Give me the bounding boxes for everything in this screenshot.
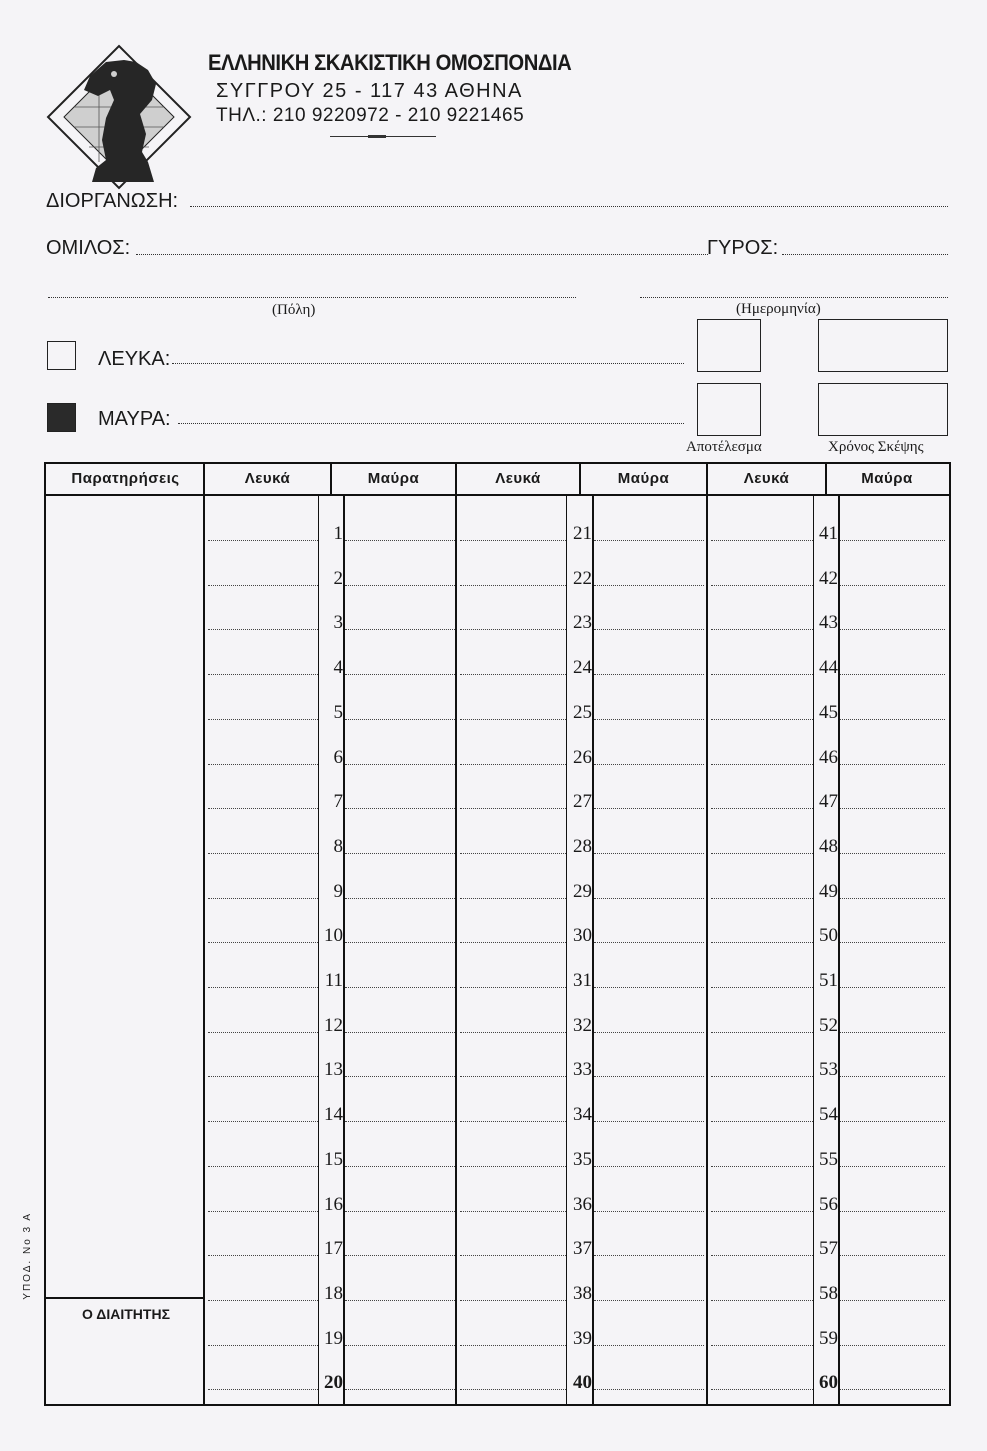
black-move-field[interactable] xyxy=(594,674,704,675)
black-player-field[interactable] xyxy=(178,423,684,424)
white-move-field[interactable] xyxy=(711,987,813,988)
move-number: 13 xyxy=(324,1059,343,1081)
move-number: 54 xyxy=(819,1104,838,1126)
move-number: 50 xyxy=(819,925,838,947)
move-number: 17 xyxy=(324,1238,343,1260)
black-move-field[interactable] xyxy=(594,540,704,541)
black-move-field[interactable] xyxy=(594,1300,704,1301)
move-number: 47 xyxy=(819,791,838,813)
black-move-field[interactable] xyxy=(840,853,945,854)
white-move-field[interactable] xyxy=(460,1255,566,1256)
black-move-field[interactable] xyxy=(345,1211,455,1212)
black-label: ΜΑΥΡΑ: xyxy=(98,408,171,430)
black-header-1: Μαύρα xyxy=(367,470,420,487)
white-move-field[interactable] xyxy=(460,987,566,988)
black-move-field[interactable] xyxy=(840,1345,945,1346)
black-move-field[interactable] xyxy=(594,719,704,720)
white-move-field[interactable] xyxy=(711,898,813,899)
black-move-field[interactable] xyxy=(345,1300,455,1301)
black-move-field[interactable] xyxy=(594,1389,704,1390)
city-caption: (Πόλη) xyxy=(272,302,316,318)
white-move-field[interactable] xyxy=(460,1345,566,1346)
black-move-field[interactable] xyxy=(345,1389,455,1390)
white-move-field[interactable] xyxy=(208,1032,318,1033)
move-number: 10 xyxy=(324,925,343,947)
move-number: 55 xyxy=(819,1148,838,1170)
black-move-field[interactable] xyxy=(594,1076,704,1077)
white-move-field[interactable] xyxy=(208,1389,318,1390)
white-move-field[interactable] xyxy=(711,1166,813,1167)
white-move-field[interactable] xyxy=(460,942,566,943)
move-number: 27 xyxy=(573,791,592,813)
referee-label: Ο ΔΙΑΙΤΗΤΗΣ xyxy=(82,1306,170,1322)
num-col1-right xyxy=(343,494,345,1406)
white-move-field[interactable] xyxy=(460,853,566,854)
white-header-1: Λευκά xyxy=(244,470,291,487)
remarks-header: Παρατηρήσεις xyxy=(71,470,180,487)
black-move-field[interactable] xyxy=(345,764,455,765)
organization-phone: ΤΗΛ.: 210 9220972 - 210 9221465 xyxy=(216,105,525,126)
white-move-field[interactable] xyxy=(208,764,318,765)
move-number: 9 xyxy=(333,880,343,902)
white-move-field[interactable] xyxy=(208,1166,318,1167)
white-time-box[interactable] xyxy=(818,319,948,372)
white-move-field[interactable] xyxy=(711,942,813,943)
black-move-field[interactable] xyxy=(345,1032,455,1033)
white-move-field[interactable] xyxy=(460,1076,566,1077)
move-number: 57 xyxy=(819,1238,838,1260)
black-move-field[interactable] xyxy=(594,1255,704,1256)
black-move-field[interactable] xyxy=(840,1121,945,1122)
black-move-field[interactable] xyxy=(345,1166,455,1167)
black-move-field[interactable] xyxy=(840,1255,945,1256)
black-move-field[interactable] xyxy=(594,1345,704,1346)
black-move-field[interactable] xyxy=(840,764,945,765)
section-separator-1 xyxy=(455,462,457,1406)
white-move-field[interactable] xyxy=(460,1121,566,1122)
chess-knight-logo xyxy=(44,42,194,192)
white-move-field[interactable] xyxy=(460,1032,566,1033)
black-move-field[interactable] xyxy=(840,1300,945,1301)
white-move-field[interactable] xyxy=(208,1211,318,1212)
black-move-field[interactable] xyxy=(840,719,945,720)
move-number: 56 xyxy=(819,1193,838,1215)
white-move-field[interactable] xyxy=(208,1255,318,1256)
black-move-field[interactable] xyxy=(345,898,455,899)
black-move-field[interactable] xyxy=(840,674,945,675)
white-move-field[interactable] xyxy=(208,808,318,809)
white-header-3: Λευκά xyxy=(743,470,790,487)
black-move-field[interactable] xyxy=(345,853,455,854)
black-move-field[interactable] xyxy=(345,719,455,720)
black-result-box[interactable] xyxy=(697,383,761,436)
white-move-field[interactable] xyxy=(460,629,566,630)
black-move-field[interactable] xyxy=(840,1211,945,1212)
black-move-field[interactable] xyxy=(594,1121,704,1122)
organization-name: ΕΛΛΗΝΙΚΗ ΣΚΑΚΙΣΤΙΚΗ ΟΜΟΣΠΟΝΔΙΑ xyxy=(208,50,572,75)
move-number: 21 xyxy=(573,523,592,544)
black-checkbox[interactable] xyxy=(47,403,76,432)
white-move-field[interactable] xyxy=(460,1166,566,1167)
black-move-field[interactable] xyxy=(594,1211,704,1212)
referee-divider xyxy=(44,1297,205,1299)
white-move-field[interactable] xyxy=(208,674,318,675)
round-field[interactable] xyxy=(782,254,948,255)
move-number: 49 xyxy=(819,880,838,902)
black-move-field[interactable] xyxy=(594,1032,704,1033)
black-move-field[interactable] xyxy=(840,1166,945,1167)
move-number: 59 xyxy=(819,1327,838,1349)
black-move-field[interactable] xyxy=(840,1076,945,1077)
white-move-field[interactable] xyxy=(208,853,318,854)
black-move-field[interactable] xyxy=(594,853,704,854)
white-move-field[interactable] xyxy=(460,674,566,675)
white-move-field[interactable] xyxy=(711,674,813,675)
white-move-field[interactable] xyxy=(208,540,318,541)
white-move-field[interactable] xyxy=(460,540,566,541)
move-number: 32 xyxy=(573,1014,592,1036)
header-divider-mark xyxy=(368,135,386,138)
move-number: 20 xyxy=(324,1372,343,1394)
black-move-field[interactable] xyxy=(345,585,455,586)
black-time-box[interactable] xyxy=(818,383,948,436)
white-move-field[interactable] xyxy=(711,1345,813,1346)
move-number: 39 xyxy=(573,1327,592,1349)
black-move-field[interactable] xyxy=(840,585,945,586)
move-number: 51 xyxy=(819,970,838,991)
move-number: 60 xyxy=(819,1372,838,1394)
move-number: 11 xyxy=(324,970,343,991)
move-number: 38 xyxy=(573,1282,592,1304)
white-move-field[interactable] xyxy=(208,898,318,899)
white-move-field[interactable] xyxy=(711,1032,813,1033)
black-move-field[interactable] xyxy=(594,808,704,809)
white-move-field[interactable] xyxy=(460,1300,566,1301)
black-move-field[interactable] xyxy=(840,942,945,943)
move-number: 37 xyxy=(573,1238,592,1260)
remarks-separator xyxy=(203,462,205,1406)
organization-address: ΣΥΓΓΡΟΥ 25 - 117 43 ΑΘΗΝΑ xyxy=(216,80,523,102)
white-move-field[interactable] xyxy=(460,719,566,720)
move-number: 18 xyxy=(324,1282,343,1304)
move-number: 33 xyxy=(573,1059,592,1081)
white-move-field[interactable] xyxy=(711,764,813,765)
black-move-field[interactable] xyxy=(594,942,704,943)
black-move-field[interactable] xyxy=(594,898,704,899)
white-move-field[interactable] xyxy=(208,1076,318,1077)
move-number: 12 xyxy=(324,1014,343,1036)
date-field[interactable] xyxy=(640,297,948,298)
black-move-field[interactable] xyxy=(840,540,945,541)
white-move-field[interactable] xyxy=(460,764,566,765)
move-number: 1 xyxy=(333,523,343,544)
round-label: ΓΥΡΟΣ: xyxy=(707,237,779,259)
move-number: 7 xyxy=(333,791,343,813)
black-move-field[interactable] xyxy=(345,1255,455,1256)
black-move-field[interactable] xyxy=(345,629,455,630)
white-move-field[interactable] xyxy=(460,585,566,586)
section-separator-2 xyxy=(706,462,708,1406)
move-number: 16 xyxy=(324,1193,343,1215)
move-number: 28 xyxy=(573,835,592,857)
move-number: 30 xyxy=(573,925,592,947)
black-move-field[interactable] xyxy=(594,987,704,988)
black-move-field[interactable] xyxy=(345,540,455,541)
move-number: 42 xyxy=(819,567,838,589)
white-move-field[interactable] xyxy=(711,853,813,854)
white-move-field[interactable] xyxy=(208,942,318,943)
move-number: 2 xyxy=(333,567,343,589)
white-move-field[interactable] xyxy=(460,898,566,899)
white-player-field[interactable] xyxy=(172,363,684,364)
white-move-field[interactable] xyxy=(711,585,813,586)
white-move-field[interactable] xyxy=(711,1389,813,1390)
white-move-field[interactable] xyxy=(208,1121,318,1122)
move-number: 3 xyxy=(333,612,343,634)
city-field[interactable] xyxy=(48,297,576,298)
move-number: 15 xyxy=(324,1148,343,1170)
move-number: 53 xyxy=(819,1059,838,1081)
black-move-field[interactable] xyxy=(345,1076,455,1077)
white-header-2: Λευκά xyxy=(495,470,541,487)
organization-field[interactable] xyxy=(190,206,948,207)
white-move-field[interactable] xyxy=(208,719,318,720)
move-number: 26 xyxy=(573,746,592,768)
black-move-field[interactable] xyxy=(840,1389,945,1390)
move-number: 4 xyxy=(333,657,343,679)
black-move-field[interactable] xyxy=(345,942,455,943)
time-caption: Χρόνος Σκέψης xyxy=(828,439,924,455)
white-move-field[interactable] xyxy=(460,1389,566,1390)
move-number: 45 xyxy=(819,701,838,723)
white-move-field[interactable] xyxy=(460,1211,566,1212)
move-number: 22 xyxy=(573,567,592,589)
black-move-field[interactable] xyxy=(594,585,704,586)
black-move-field[interactable] xyxy=(594,764,704,765)
white-move-field[interactable] xyxy=(711,719,813,720)
move-number: 6 xyxy=(333,746,343,768)
form-code: ΥΠΟΔ. Νο 3 Α xyxy=(22,1212,33,1300)
header-divider-line xyxy=(44,494,951,496)
black-move-field[interactable] xyxy=(594,629,704,630)
move-number: 25 xyxy=(573,701,592,723)
black-move-field[interactable] xyxy=(840,898,945,899)
move-number: 41 xyxy=(819,523,838,544)
num-col3-right xyxy=(838,494,840,1406)
black-move-field[interactable] xyxy=(345,808,455,809)
move-number: 40 xyxy=(573,1372,592,1394)
white-label: ΛΕΥΚΑ: xyxy=(98,348,171,370)
white-move-field[interactable] xyxy=(711,1076,813,1077)
black-move-field[interactable] xyxy=(345,987,455,988)
white-move-field[interactable] xyxy=(711,629,813,630)
move-number: 5 xyxy=(333,701,343,723)
black-move-field[interactable] xyxy=(345,674,455,675)
move-number: 29 xyxy=(573,880,592,902)
black-header-3: Μαύρα xyxy=(861,470,913,487)
white-move-field[interactable] xyxy=(711,1300,813,1301)
white-move-field[interactable] xyxy=(208,629,318,630)
move-number: 35 xyxy=(573,1148,592,1170)
white-move-field[interactable] xyxy=(208,1300,318,1301)
move-number: 23 xyxy=(573,612,592,634)
group-field[interactable] xyxy=(136,254,708,255)
move-number: 44 xyxy=(819,657,838,679)
white-move-field[interactable] xyxy=(208,585,318,586)
white-move-field[interactable] xyxy=(208,1345,318,1346)
white-move-field[interactable] xyxy=(208,987,318,988)
result-caption: Αποτέλεσμα xyxy=(686,439,762,455)
move-number: 24 xyxy=(573,657,592,679)
move-number: 14 xyxy=(324,1104,343,1126)
move-number: 43 xyxy=(819,612,838,634)
black-move-field[interactable] xyxy=(840,987,945,988)
black-header-2: Μαύρα xyxy=(617,470,670,487)
num-col2-right xyxy=(592,494,594,1406)
black-move-field[interactable] xyxy=(345,1345,455,1346)
white-move-field[interactable] xyxy=(711,540,813,541)
black-move-field[interactable] xyxy=(840,629,945,630)
black-move-field[interactable] xyxy=(840,808,945,809)
move-number: 8 xyxy=(333,835,343,857)
move-number: 31 xyxy=(573,970,592,991)
move-number: 19 xyxy=(324,1327,343,1349)
date-caption: (Ημερομηνία) xyxy=(736,301,821,317)
black-move-field[interactable] xyxy=(840,1032,945,1033)
move-number: 48 xyxy=(819,835,838,857)
move-number: 58 xyxy=(819,1282,838,1304)
white-move-field[interactable] xyxy=(460,808,566,809)
white-move-field[interactable] xyxy=(711,1255,813,1256)
organization-label: ΔΙΟΡΓΑΝΩΣΗ: xyxy=(46,190,179,212)
black-move-field[interactable] xyxy=(594,1166,704,1167)
white-move-field[interactable] xyxy=(711,1121,813,1122)
white-move-field[interactable] xyxy=(711,808,813,809)
move-number: 36 xyxy=(573,1193,592,1215)
move-number: 52 xyxy=(819,1014,838,1036)
move-number: 34 xyxy=(573,1104,592,1126)
move-number: 46 xyxy=(819,746,838,768)
group-label: ΟΜΙΛΟΣ: xyxy=(46,237,131,259)
white-result-box[interactable] xyxy=(697,319,761,372)
white-move-field[interactable] xyxy=(711,1211,813,1212)
white-checkbox[interactable] xyxy=(47,341,76,370)
black-move-field[interactable] xyxy=(345,1121,455,1122)
